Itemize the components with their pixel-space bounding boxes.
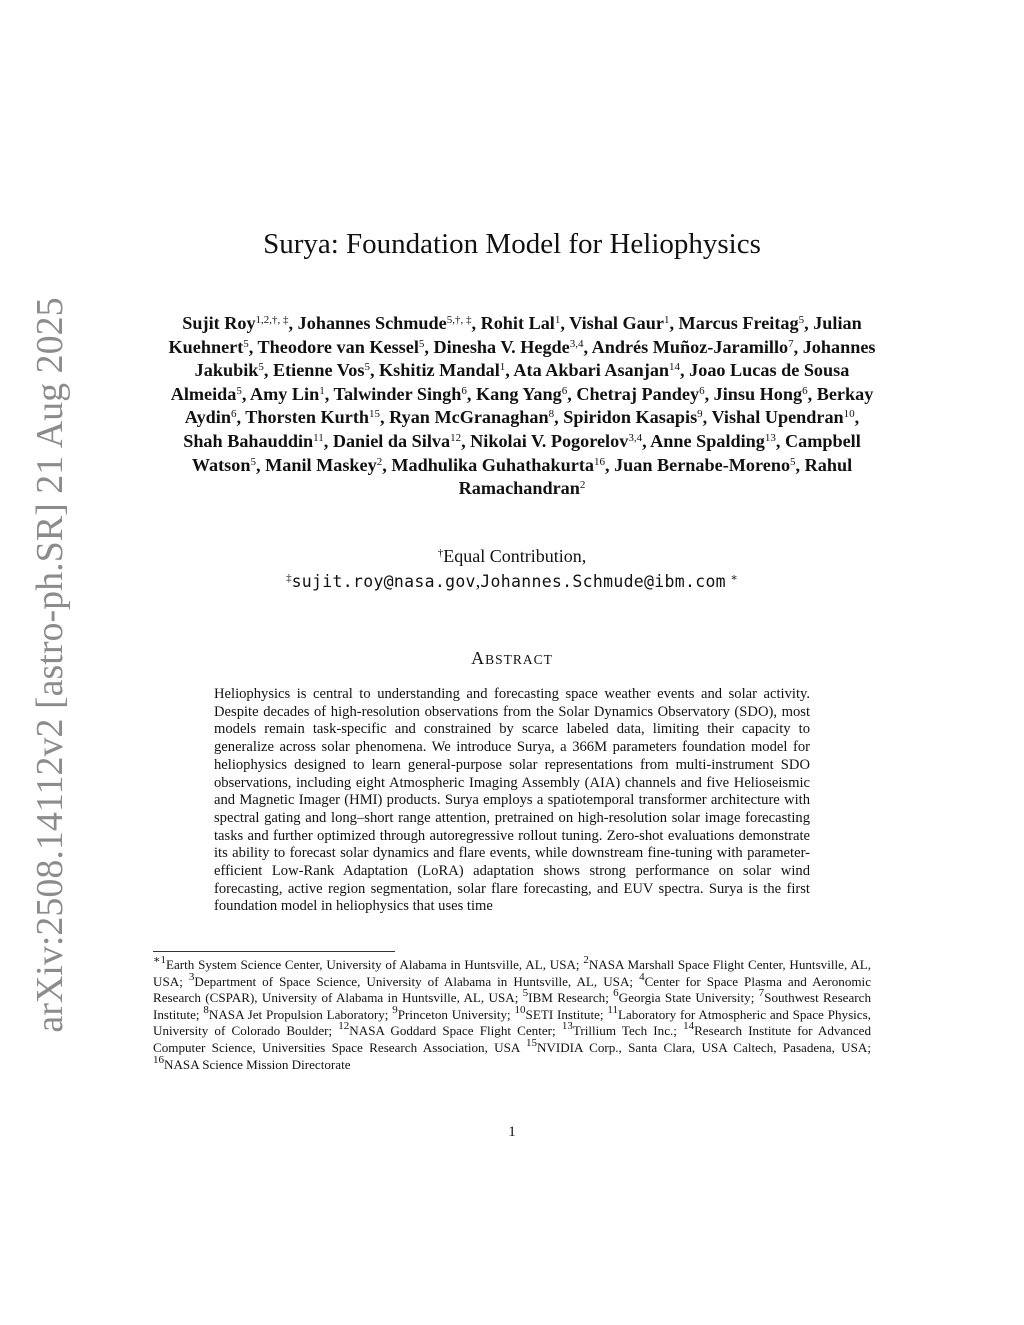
page-number: 1 — [508, 1124, 516, 1140]
author-separator: , — [680, 360, 690, 381]
author-separator: , — [793, 336, 803, 357]
author-affiliation-marker: 6 — [230, 408, 237, 421]
author-affiliation-marker: 6 — [802, 384, 808, 397]
author-affiliation-marker: 5,†, ‡ — [446, 313, 472, 326]
affiliation-text: Georgia State University; — [618, 990, 759, 1006]
affiliation-number: 2 — [583, 953, 589, 966]
author-separator: , — [255, 454, 266, 475]
author-affiliation-marker: 5 — [790, 455, 796, 468]
author-affiliation-marker: 14 — [669, 361, 681, 374]
star-mark: ∗ — [730, 571, 738, 584]
author-separator: , — [323, 430, 333, 451]
author-affiliation-marker: 1,2,†, ‡ — [255, 313, 289, 326]
author-affiliation-marker: 10 — [843, 408, 855, 421]
author-name: Andrés Muñoz-Jaramillo — [591, 336, 789, 357]
author-name: Kshitiz Mandal — [379, 360, 500, 381]
affiliation-number: 10 — [514, 1003, 526, 1016]
author-separator: , — [567, 383, 577, 404]
author-name: Rahul Ramachandran — [458, 454, 853, 499]
footnote-star-mark: ∗ — [153, 953, 161, 966]
author-affiliation-marker: 12 — [450, 431, 462, 444]
author-name: Berkay Aydin — [184, 383, 874, 428]
affiliation-text: NASA Science Mission Directorate — [164, 1056, 351, 1072]
double-dagger-mark: ‡ — [286, 571, 292, 584]
dagger-mark: † — [437, 546, 444, 559]
author-affiliation-marker: 16 — [593, 455, 605, 468]
author-separator: , — [795, 454, 805, 475]
affiliation-number: 7 — [758, 987, 765, 1000]
author-name: Marcus Freitag — [678, 313, 799, 333]
affiliation-number: 6 — [613, 987, 619, 1000]
arxiv-identifier: arXiv:2508.14112v2 [astro-ph.SR] 21 Aug 2025 — [29, 297, 71, 1033]
author-affiliation-marker: 5 — [258, 361, 264, 374]
author-separator: , — [702, 407, 712, 428]
email-separator: , — [475, 571, 481, 591]
author-name: Sujit Roy — [182, 313, 256, 333]
author-separator: , — [854, 407, 860, 428]
author-name: Daniel da Silva — [332, 430, 451, 451]
affiliation-text: Southwest Research Institute; — [153, 990, 872, 1022]
author-affiliation-marker: 5 — [236, 384, 242, 397]
author-name: Rohit Lal — [480, 313, 555, 333]
author-name: Dinesha V. Hegde — [433, 336, 570, 357]
author-affiliation-marker: 9 — [697, 408, 703, 421]
author-name: Talwinder Singh — [333, 383, 462, 404]
email-roy[interactable]: sujit.roy@nasa.gov — [291, 572, 476, 591]
author-name: Vishal Gaur — [569, 313, 664, 333]
author-name: Nikolai V. Pogorelov — [470, 430, 629, 451]
author-name: Joao Lucas de Sousa Almeida — [170, 360, 850, 404]
affiliation-number: 1 — [160, 953, 166, 966]
equal-contribution-line — [0, 544, 1024, 569]
author-separator: , — [804, 313, 814, 333]
abstract-heading: ABSTRACT — [471, 648, 553, 668]
footnote-rule — [153, 951, 395, 952]
author-separator: , — [241, 383, 250, 404]
affiliation-text: Trillium Tech Inc.; — [572, 1023, 684, 1039]
author-name: Madhulika Guhathakurta — [391, 454, 594, 475]
author-affiliation-marker: 1 — [319, 384, 325, 397]
author-separator: , — [324, 383, 334, 404]
affiliation-text: SETI Institute; — [525, 1006, 608, 1022]
author-separator: , — [704, 383, 714, 404]
affiliation-text: IBM Research; — [528, 990, 614, 1006]
author-separator: , — [583, 336, 592, 357]
author-name: Etienne Vos — [272, 360, 365, 381]
author-affiliation-marker: 7 — [788, 337, 794, 350]
author-affiliation-marker: 15 — [369, 408, 381, 421]
author-name: Julian Kuehnert — [168, 313, 862, 357]
author-name: Ata Akbari Asanjan — [513, 360, 670, 381]
affiliation-number: 4 — [639, 970, 645, 983]
author-name: Vishal Upendran — [711, 407, 844, 428]
author-name: Manil Maskey — [265, 454, 377, 475]
author-separator: , — [369, 360, 380, 381]
author-separator: , — [288, 313, 298, 333]
author-separator: , — [424, 336, 434, 357]
affiliation-text: Earth System Science Center, University of Alabama in Huntsville, AL, USA; — [165, 957, 584, 972]
email-line — [0, 569, 1024, 594]
affiliation-text: NVIDIA Corp., Santa Clara, USA Caltech, Pasadena, USA; — [536, 1039, 872, 1055]
affiliation-number: 12 — [338, 1020, 350, 1033]
author-separator: , — [263, 360, 273, 381]
author-name: Amy Lin — [249, 383, 320, 404]
author-name: Theodore van Kessel — [257, 336, 419, 357]
author-separator: , — [466, 383, 476, 404]
author-separator: , — [471, 313, 481, 333]
affiliation-number: 14 — [683, 1020, 695, 1033]
author-affiliation-marker: 3,4 — [628, 431, 643, 444]
author-affiliation-marker: 2 — [579, 479, 586, 492]
author-list — [168, 312, 876, 501]
affiliation-number: 5 — [522, 987, 529, 1000]
author-affiliation-marker: 1 — [499, 361, 506, 374]
author-affiliation-marker: 5 — [798, 313, 805, 326]
author-separator: , — [642, 430, 651, 451]
author-name: Ryan McGranaghan — [389, 407, 549, 428]
author-affiliation-marker: 6 — [461, 384, 467, 397]
author-affiliation-marker: 1 — [554, 313, 561, 326]
affiliation-number: 11 — [607, 1003, 618, 1016]
author-separator: , — [236, 407, 246, 428]
email-schmude[interactable]: Johannes.Schmude@ibm.com — [480, 572, 726, 591]
affiliation-text: Laboratory for Atmospheric and Space Physics, University of Colorado Boulder; — [153, 1006, 871, 1039]
author-affiliation-marker: 5 — [418, 337, 425, 350]
author-name: Johannes Schmude — [297, 313, 447, 333]
author-affiliation-marker: 8 — [548, 408, 555, 421]
author-affiliation-marker: 5 — [364, 361, 370, 374]
author-affiliation-marker: 3,4 — [569, 337, 584, 350]
contribution-note — [0, 544, 1024, 594]
author-name: Anne Spalding — [650, 430, 765, 451]
author-name: Thorsten Kurth — [245, 407, 370, 428]
author-separator: , — [604, 454, 615, 475]
affiliation-number: 8 — [203, 1003, 209, 1016]
paper-title: Surya: Foundation Model for Heliophysics — [263, 228, 761, 260]
author-separator: , — [775, 430, 785, 451]
author-separator: , — [807, 383, 817, 404]
abstract-body: Heliophysics is central to understanding and forecasting space weather events and solar activity. Despite decades of high-resolution observations from the Solar Dynamics Observatory (SDO), most models remain task-specific and constrained by scarce labeled data, limiting their capacity to generalize across solar phenomena. We introduce Surya, a 366M parameters foundation model for heliophysics designed to learn general-purpose solar representations from multi-instrument SDO observations, including eight Atmospheric Imaging Assembly (AIA) channels and five Helioseismic and Magnetic Imager (HMI) products. Surya employs a spatiotemporal transformer architecture with spectral gating and long–short range attention, pretrained on high-resolution solar image forecasting tasks and further optimized through autoregressive rollout tuning. Zero-shot evaluations demonstrate its ability to forecast solar dynamics and flare events, while downstream fine-tuning with parameter-efficient Low-Rank Adaptation (LoRA) adaptation shows strong performance on solar wind forecasting, active region segmentation, solar flare forecasting, and EUV spectra. Surya is the first foundation model in heliophysics that uses time — [214, 686, 810, 915]
affiliation-text: Princeton University; — [397, 1006, 515, 1022]
affiliation-text: NASA Jet Propulsion Laboratory; — [208, 1006, 393, 1022]
author-name: Shah Bahauddin — [183, 430, 314, 451]
equal-contribution-text: Equal Contribution, — [443, 546, 587, 566]
author-name: Campbell Watson — [191, 430, 861, 475]
author-affiliation-marker: 13 — [764, 431, 776, 444]
affiliation-text: Research Institute for Advanced Computer Science, Universities Space Research Association, USA — [153, 1023, 872, 1055]
author-affiliation-marker: 11 — [313, 431, 324, 444]
author-name: Kang Yang — [475, 383, 562, 404]
affiliation-number: 3 — [188, 970, 195, 983]
affiliation-text: NASA Marshall Space Flight Center, Huntsville, AL, USA; — [153, 957, 871, 989]
author-separator: , — [560, 313, 570, 333]
author-name: Juan Bernabe-Moreno — [614, 454, 791, 475]
author-name: Chetraj Pandey — [576, 383, 700, 404]
author-name: Johannes Jakubik — [194, 336, 876, 381]
affiliation-number: 9 — [392, 1003, 398, 1016]
affiliation-number: 16 — [153, 1053, 164, 1066]
affiliation-text: Center for Space Plasma and Aeronomic Research (CSPAR), University of Alabama in Huntsville, AL, USA; — [153, 973, 872, 1006]
affiliation-text: NASA Goddard Space Flight Center; — [349, 1023, 562, 1039]
author-affiliation-marker: 5 — [243, 337, 249, 350]
author-affiliation-marker: 6 — [699, 384, 705, 397]
author-separator: , — [248, 336, 258, 357]
author-separator: , — [380, 407, 390, 428]
affiliation-number: 15 — [525, 1036, 537, 1049]
author-separator: , — [382, 454, 392, 475]
affiliations-footnote — [153, 953, 872, 1073]
author-affiliation-marker: 6 — [561, 384, 568, 397]
author-affiliation-marker: 2 — [376, 455, 383, 468]
author-separator: , — [505, 360, 514, 381]
author-affiliation-marker: 5 — [250, 455, 256, 468]
affiliation-text: Department of Space Science, University of Alabama in Huntsville, AL, USA; — [194, 973, 640, 989]
author-separator: , — [669, 313, 679, 333]
author-separator: , — [554, 407, 564, 428]
author-affiliation-marker: 1 — [663, 313, 670, 326]
author-separator: , — [461, 430, 471, 451]
affiliation-number: 13 — [561, 1020, 573, 1033]
author-name: Spiridon Kasapis — [563, 407, 698, 428]
author-name: Jinsu Hong — [713, 383, 803, 404]
